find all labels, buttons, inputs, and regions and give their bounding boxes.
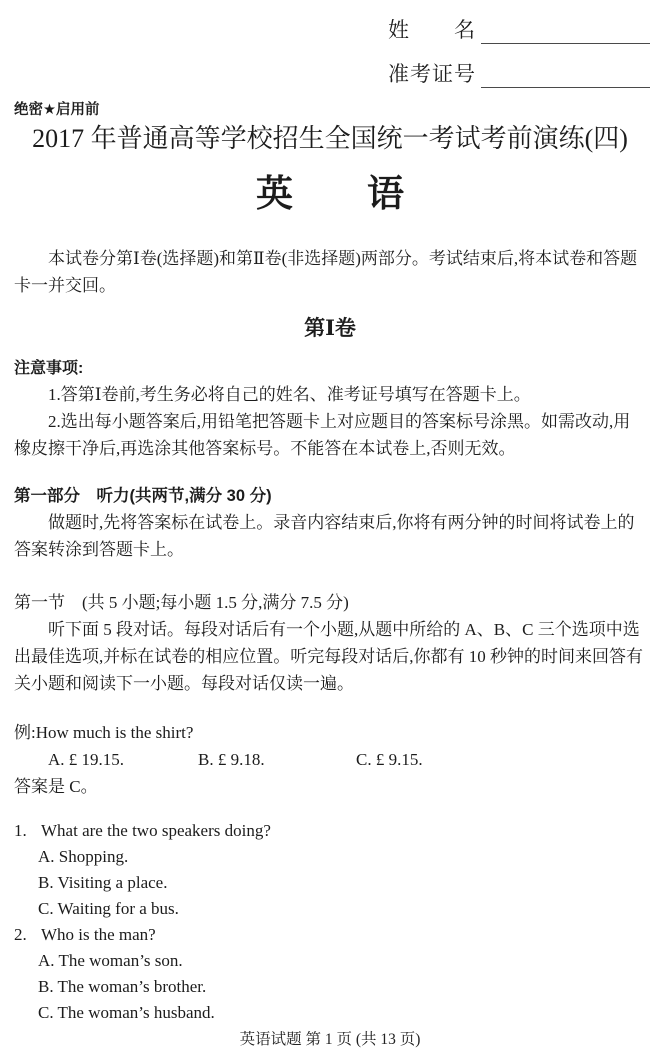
question-1-option-b: B. Visiting a place. [38,873,168,892]
question-2-option-b: B. The woman’s brother. [38,977,207,996]
question-1-option-a: A. Shopping. [38,847,129,866]
admission-no-blank-line [481,61,650,88]
example-block [14,719,646,800]
example-answer: 答案是 C。 [14,777,98,796]
part1-instruction: 做题时,先将答案标在试卷上。录音内容结束后,你将有两分钟的时间将试卷上的答案转涂到答题卡上。 [14,513,635,559]
admission-no-label: 准考证号 [388,62,476,86]
question-1-number: 1. [14,821,27,840]
name-blank-line [481,17,650,44]
name-field-row [388,10,650,44]
question-1 [14,818,646,922]
notes-heading: 注意事项: [14,360,84,377]
question-1-stem [14,818,646,844]
question-2-text: Who is the man? [41,925,156,944]
exam-title: 2017 年普通高等学校招生全国统一考试考前演练(四) [32,124,628,153]
page-footer: 英语试题 第 1 页 (共 13 页) [239,1031,421,1048]
question-2-option-a: A. The woman’s son. [38,951,183,970]
subject-title: 英 语 [256,173,404,214]
note-item-2: 2.选出每小题答案后,用铅笔把答题卡上对应题目的答案标号涂黑。如需改动,用橡皮擦干净后,再选涂其他答案标号。不能答在本试卷上,否则无效。 [14,412,631,458]
question-1-option-c: C. Waiting for a bus. [38,899,179,918]
volume1-heading: 第Ⅰ卷 [304,316,356,340]
candidate-fields [388,10,650,88]
admission-no-field-row [388,54,650,88]
question-2-stem [14,922,646,948]
name-label: 姓 名 [388,18,476,42]
classification-notice: 绝密★启用前 [14,102,100,118]
question-2-option-c: C. The woman’s husband. [38,1003,215,1022]
listening-questions [14,818,646,1026]
exam-intro-paragraph: 本试卷分第Ⅰ卷(选择题)和第Ⅱ卷(非选择题)两部分。考试结束后,将本试卷和答题卡一并交回。 [14,249,638,295]
section1-instruction: 听下面 5 段对话。每段对话后有一个小题,从题中所给的 A、B、C 三个选项中选出最佳选项,并标在试卷的相应位置。听完每段对话后,你都有 10 秒钟的时间来回答有关小题和阅读下一小题。每段对话仅读一遍。 [14,620,643,693]
example-options-row [14,746,646,773]
question-2-number: 2. [14,925,27,944]
note-item-1: 1.答第Ⅰ卷前,考生务必将自己的姓名、准考证号填写在答题卡上。 [48,385,531,404]
example-option-b: B. £ 9.18. [198,750,265,769]
example-option-a: A. £ 19.15. [48,750,125,769]
section1-heading: 第一节 (共 5 小题;每小题 1.5 分,满分 7.5 分) [14,593,349,612]
question-2 [14,922,646,1026]
question-1-text: What are the two speakers doing? [41,821,271,840]
example-prompt: 例:How much is the shirt? [14,723,194,742]
part1-heading: 第一部分 听力(共两节,满分 30 分) [14,487,272,505]
example-option-c: C. £ 9.15. [356,750,423,769]
